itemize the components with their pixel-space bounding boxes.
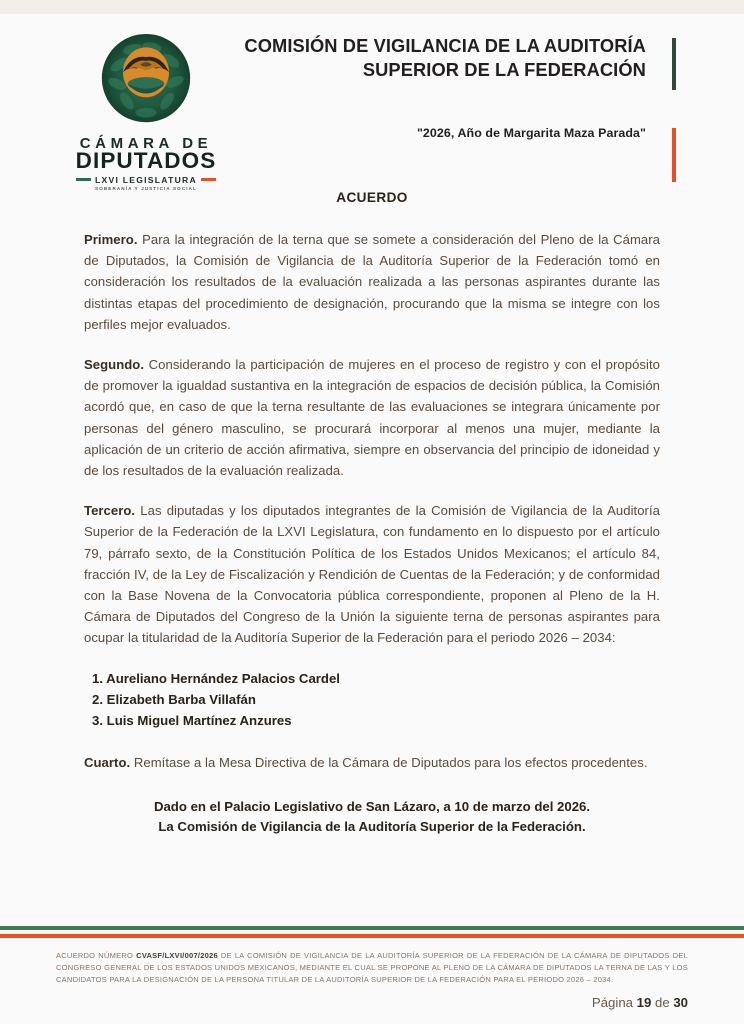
logo-motto-text: SOBERANÍA Y JUSTICIA SOCIAL bbox=[95, 186, 197, 192]
header-title-block bbox=[225, 34, 664, 140]
footer-agreement-number: CVASF/LXVI/007/2026 bbox=[136, 951, 218, 960]
page-title: ACUERDO bbox=[336, 190, 408, 205]
closing-statement bbox=[84, 797, 660, 838]
mexican-eagle-emblem bbox=[98, 30, 194, 132]
page-label: Página bbox=[591, 995, 637, 1010]
page-current: 19 bbox=[636, 995, 652, 1010]
clause-tercero-label: Tercero. bbox=[84, 503, 136, 519]
page-total: 30 bbox=[673, 995, 688, 1010]
clause-tercero-text: Las diputadas y los diputados integrantes de la Comisión de Vigilancia de la Auditoría Superior de la Federación de la LXVI Legislatura, con fundamento en lo dispuesto por el artículo 79, párrafo sexto, de la Constitución Política de los Estados Unidos Mexicanos; el artículo 84, fracción IV, de la Ley de Fiscalización y Rendición de Cuentas de la Federación; y de conformidad con la Base Novena de la Convocatoria pública correspondiente, proponen al Pleno de la H. Cámara de Diputados del Congreso de la Unión la siguiente terna de personas aspirantes para ocupar la titularidad de la Auditoría Superior de la Federación para el periodo 2026 – 2034: bbox=[84, 503, 660, 646]
document-footer bbox=[0, 926, 744, 1024]
document-header bbox=[0, 22, 744, 192]
clause-cuarto-label: Cuarto. bbox=[84, 754, 131, 770]
header-accent-bar-orange bbox=[672, 128, 676, 182]
footer-reference-text bbox=[56, 950, 688, 986]
page-of: de bbox=[651, 995, 674, 1010]
year-motto: "2026, Año de Margarita Maza Parada" bbox=[416, 126, 646, 141]
clause-segundo-label: Segundo. bbox=[84, 357, 145, 373]
logo-camara-text: CÁMARA DE bbox=[79, 135, 213, 152]
logo-legislature-row bbox=[74, 175, 218, 185]
top-band bbox=[0, 0, 744, 14]
clause-tercero bbox=[84, 500, 660, 648]
footer-suffix: DE LA COMISIÓN DE VIGILANCIA DE LA AUDITORÍA SUPERIOR DE LA FEDERACIÓN DE LA CÁMARA DE DIPUTADOS DEL CONGRESO GENERAL DE LOS ESTADOS UNIDOS MEXICANOS, MEDIANTE EL CUAL SE PROPONE AL PLENO DE LA CÁMARA DE DIPUTADOS LA TERNA DE LAS Y LOS CANDIDATOS PARA LA DESIGNACIÓN DE LA PERSONA TITULAR DE LA AUDITORÍA SUPERIOR DE LA FEDERACIÓN PARA EL PERIODO 2026 – 2034. bbox=[56, 951, 688, 984]
tricolor-stripe bbox=[0, 926, 744, 938]
logo-legislature-text: LXVI LEGISLATURA bbox=[95, 174, 197, 185]
organization-title-line-2: SUPERIOR DE LA FEDERACIÓN bbox=[362, 59, 646, 81]
stripe-red bbox=[0, 934, 744, 938]
organization-title-line-1: COMISIÓN DE VIGILANCIA DE LA AUDITORÍA bbox=[244, 35, 646, 56]
chamber-logo bbox=[74, 30, 218, 191]
closing-line-2: La Comisión de Vigilancia de la Auditoría Superior de la Federación. bbox=[158, 819, 586, 835]
clause-segundo bbox=[84, 354, 660, 481]
clause-cuarto-text: Remítase a la Mesa Directiva de la Cámara de Diputados para los efectos procedentes. bbox=[130, 754, 648, 770]
clause-segundo-text: Considerando la participación de mujeres en el proceso de registro y con el propósito de promover la igualdad sustantiva en la integración de espacios de decisión pública, la Comisión acordó que, en caso de que la terna resultante de las evaluaciones se integrara únicamente por personas del género masculino, se procurará incorporar al menos una mujer, mediante la aplicación de un criterio de acción afirmativa, siempre en observancia del principio de idoneidad y de los resultados de la evaluación realizada. bbox=[84, 357, 660, 479]
clause-cuarto bbox=[84, 752, 660, 773]
clause-primero bbox=[84, 229, 660, 335]
closing-line-1: Dado en el Palacio Legislativo de San Lázaro, a 10 de marzo del 2026. bbox=[153, 798, 591, 814]
list-item: 3. Luis Miguel Martínez Anzures bbox=[92, 713, 292, 729]
clause-primero-text: Para la integración de la terna que se somete a consideración del Pleno de la Cámara de Diputados, la Comisión de Vigilancia de la Auditoría Superior de la Federación tomó en consideración los resultados de la evaluación realizada a las personas aspirantes durante las distintas etapas del procedimiento de designación, procurando que la misma se integre con los perfiles mejor evaluados. bbox=[84, 232, 660, 332]
header-accent-bar-green bbox=[672, 38, 676, 90]
footer-prefix: ACUERDO NÚMERO bbox=[56, 951, 137, 960]
document-body bbox=[84, 190, 660, 838]
list-item: 2. Elizabeth Barba Villafán bbox=[92, 692, 256, 708]
candidate-list bbox=[84, 668, 660, 732]
logo-diputados-text: DIPUTADOS bbox=[75, 148, 217, 174]
organization-title bbox=[225, 34, 664, 82]
logo-rule-red bbox=[201, 178, 216, 181]
list-item: 1. Aureliano Hernández Palacios Cardel bbox=[92, 670, 340, 686]
clause-primero-label: Primero. bbox=[84, 232, 138, 247]
page-number bbox=[592, 995, 688, 1010]
logo-rule-green bbox=[76, 178, 91, 181]
